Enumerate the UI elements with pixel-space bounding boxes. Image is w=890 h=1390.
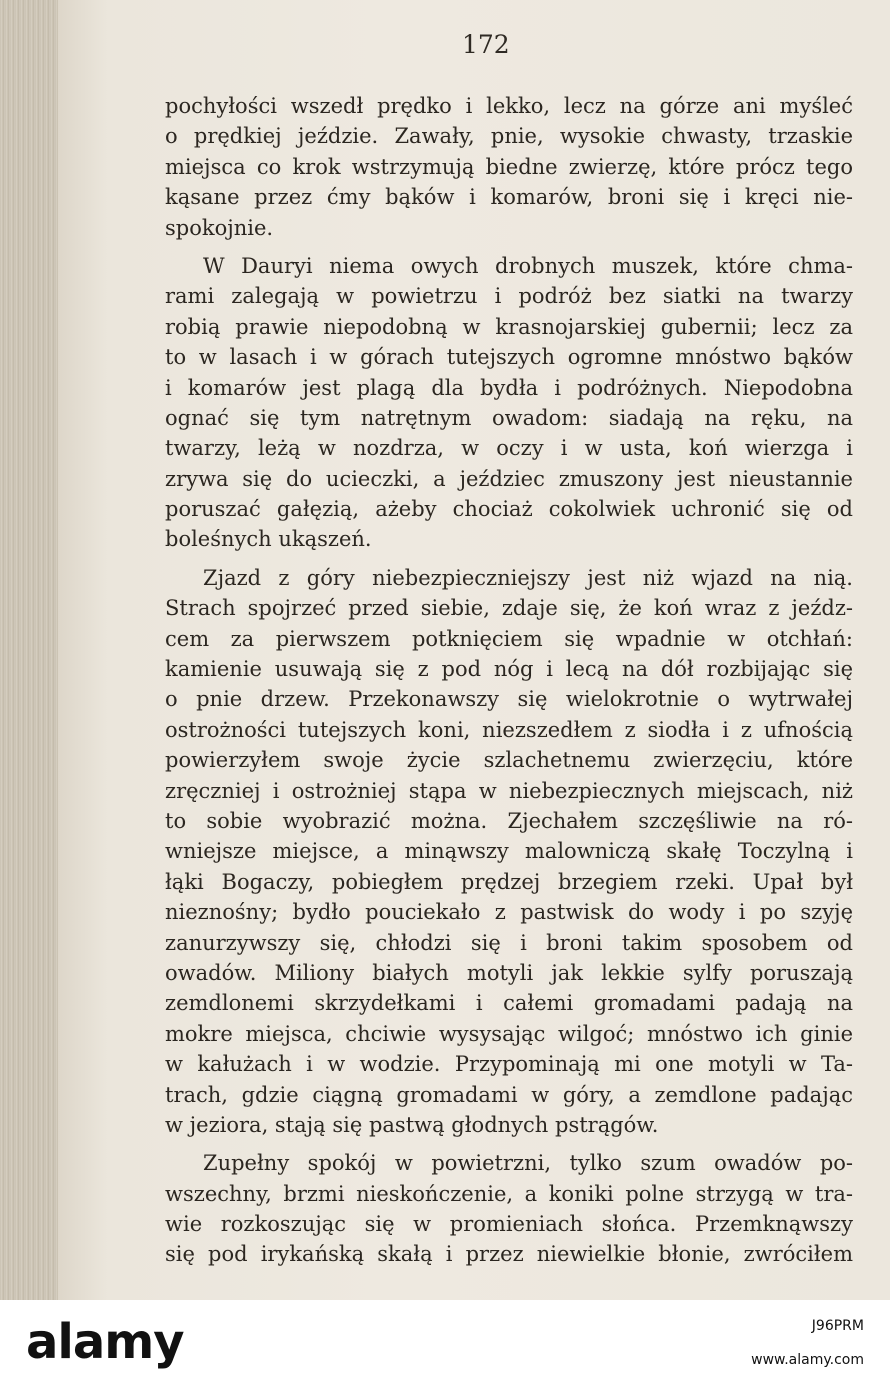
text-line: powierzyłem swoje życie szlachetnemu zwierzęciu, które bbox=[165, 748, 853, 773]
stock-image-id: J96PRM bbox=[811, 1318, 864, 1334]
text-line: się pod irykańską skałą i przez niewielkie błonie, zwróciłem bbox=[165, 1242, 853, 1267]
text-line: pochyłości wszedł prędko i lekko, lecz na górze ani myśleć bbox=[165, 94, 853, 118]
text-line: poruszać gałęzią, ażeby chociaż cokolwiek uchronić się od bbox=[165, 497, 853, 522]
text-line: mokre miejsca, chciwie wysysając wilgoć; mnóstwo ich ginie bbox=[165, 1021, 853, 1046]
text-line: to w lasach i w górach tutejszych ogromne mnóstwo bąków bbox=[165, 345, 853, 370]
text-line: Strach spojrzeć przed siebie, zdaje się, że koń wraz z jeźdz- bbox=[165, 596, 853, 621]
stock-site-url: www.alamy.com bbox=[751, 1352, 864, 1368]
text-line: cem za pierwszem potknięciem się wpadnie w otchłań: bbox=[165, 626, 853, 651]
text-line: miejsca co krok wstrzymują biedne zwierzę, które prócz tego bbox=[165, 154, 853, 179]
text-line: zemdlonemi skrzydełkami i całemi gromadami padają na bbox=[165, 991, 853, 1016]
text-line: nieznośny; bydło pouciekało z pastwisk do wody i po szyję bbox=[165, 900, 853, 925]
text-line: boleśnych ukąszeń. bbox=[165, 527, 372, 552]
page-number: 172 bbox=[462, 30, 510, 59]
paragraph-gap bbox=[165, 243, 853, 251]
text-line: ognać się tym natrętnym owadom: siadają na ręku, na bbox=[165, 405, 853, 430]
text-line: ostrożności tutejszych koni, niezszedłem z siodła i z ufnością bbox=[165, 717, 853, 742]
body-text bbox=[165, 91, 853, 1270]
text-line: Zjazd z góry niebezpieczniejszy jest niż wjazd na nią. bbox=[203, 565, 853, 590]
text-line: i komarów jest plagą dla bydła i podróżnych. Niepodobna bbox=[165, 375, 853, 400]
paragraph-gap bbox=[165, 1140, 853, 1148]
text-line: łąki Bogaczy, pobiegłem prędzej brzegiem rzeki. Upał był bbox=[165, 869, 853, 894]
page-stack-edge bbox=[0, 0, 58, 1300]
text-line: w jeziora, stają się pastwą głodnych pstrągów. bbox=[165, 1112, 659, 1137]
text-line: rami zalegają w powietrzu i podróż bez siatki na twarzy bbox=[165, 284, 853, 309]
text-line: kąsane przez ćmy bąków i komarów, broni się i kręci nie- bbox=[165, 185, 853, 210]
text-line: zrywa się do ucieczki, a jeździec zmuszony jest nieustannie bbox=[165, 466, 853, 491]
text-line: w kałużach i w wodzie. Przypominają mi one motyli w Ta- bbox=[165, 1052, 853, 1077]
text-line: zanurzywszy się, chłodzi się i broni takim sposobem od bbox=[165, 930, 853, 955]
text-line: Zupełny spokój w powietrzni, tylko szum owadów po- bbox=[203, 1151, 853, 1176]
text-line: owadów. Miliony białych motyli jak lekkie sylfy poruszają bbox=[165, 960, 853, 985]
alamy-logo: alamy bbox=[26, 1314, 184, 1370]
text-line: W Dauryi niema owych drobnych muszek, które chma- bbox=[203, 253, 853, 278]
text-line: wszechny, brzmi nieskończenie, a koniki polne strzygą w tra- bbox=[165, 1181, 853, 1206]
text-line: twarzy, leżą w nozdrza, w oczy i w usta, koń wierzga i bbox=[165, 436, 853, 461]
text-line: wie rozkoszując się w promieniach słońca. Przemknąwszy bbox=[165, 1212, 853, 1237]
text-line: trach, gdzie ciągną gromadami w góry, a zemdlone padając bbox=[165, 1082, 853, 1107]
text-line: o pnie drzew. Przekonawszy się wielokrotnie o wytrwałej bbox=[165, 687, 853, 712]
text-line: to sobie wyobrazić można. Zjechałem szczęśliwie na ró- bbox=[165, 808, 853, 833]
text-line: wniejsze miejsce, a minąwszy malowniczą skałę Toczylną i bbox=[165, 839, 853, 864]
text-line: robią prawie niepodobną w krasnojarskiej gubernii; lecz za bbox=[165, 314, 853, 339]
paragraph-gap bbox=[165, 555, 853, 563]
text-line: spokojnie. bbox=[165, 215, 274, 240]
text-line: kamienie usuwają się z pod nóg i lecą na dół rozbijając się bbox=[165, 657, 853, 682]
text-line: zręczniej i ostrożniej stąpa w niebezpiecznych miejscach, niż bbox=[165, 778, 853, 803]
text-line: o prędkiej jeździe. Zawały, pnie, wysokie chwasty, trzaskie bbox=[165, 124, 853, 149]
